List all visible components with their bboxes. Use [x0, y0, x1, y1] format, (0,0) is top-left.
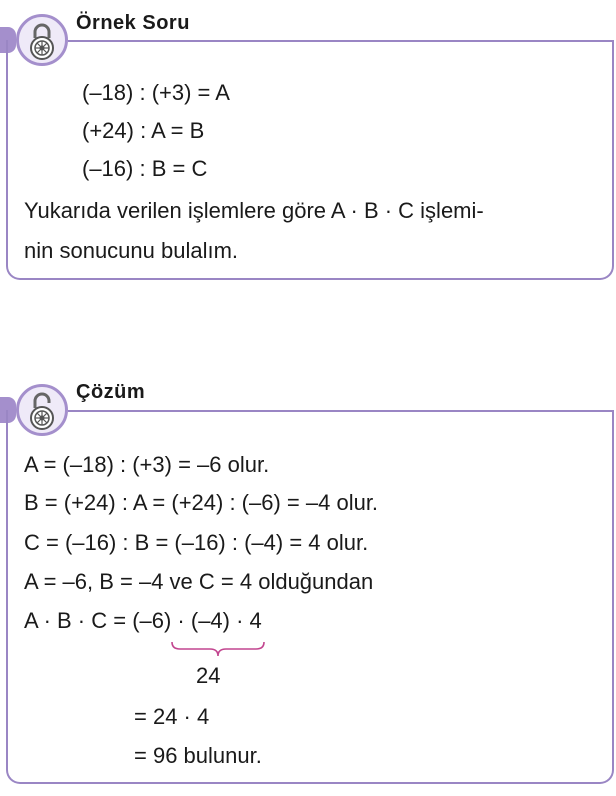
solution-line-2: B = (+24) : A = (+24) : (–6) = –4 olur.: [24, 490, 379, 515]
example-line-1: (–18) : (+3) = A: [82, 80, 230, 105]
example-title: Örnek Soru: [76, 12, 190, 34]
example-line-4: Yukarıda verilen işlemlere göre A · B · C işlemi-: [24, 198, 484, 223]
example-line-2: (+24) : A = B: [82, 118, 205, 143]
solution-line-7: = 24 · 4: [134, 704, 210, 729]
solution-line-6: 24: [196, 663, 221, 688]
solution-line-4: A = –6, B = –4 ve C = 4 olduğundan: [24, 569, 374, 594]
unlocked-padlock-icon: [16, 384, 68, 436]
solution-line-3: C = (–16) : B = (–16) : (–4) = 4 olur.: [24, 530, 369, 555]
solution-line-1: A = (–18) : (+3) = –6 olur.: [24, 452, 270, 477]
solution-line-8: = 96 bulunur.: [134, 743, 262, 768]
solution-line-5: A · B · C = (–6) · (–4) · 4: [24, 608, 262, 633]
example-line-5: nin sonucunu bulalım.: [24, 238, 239, 263]
underbrace: [170, 640, 266, 658]
example-line-3: (–16) : B = C: [82, 156, 208, 181]
solution-title: Çözüm: [76, 381, 146, 403]
locked-padlock-icon: [16, 14, 68, 66]
